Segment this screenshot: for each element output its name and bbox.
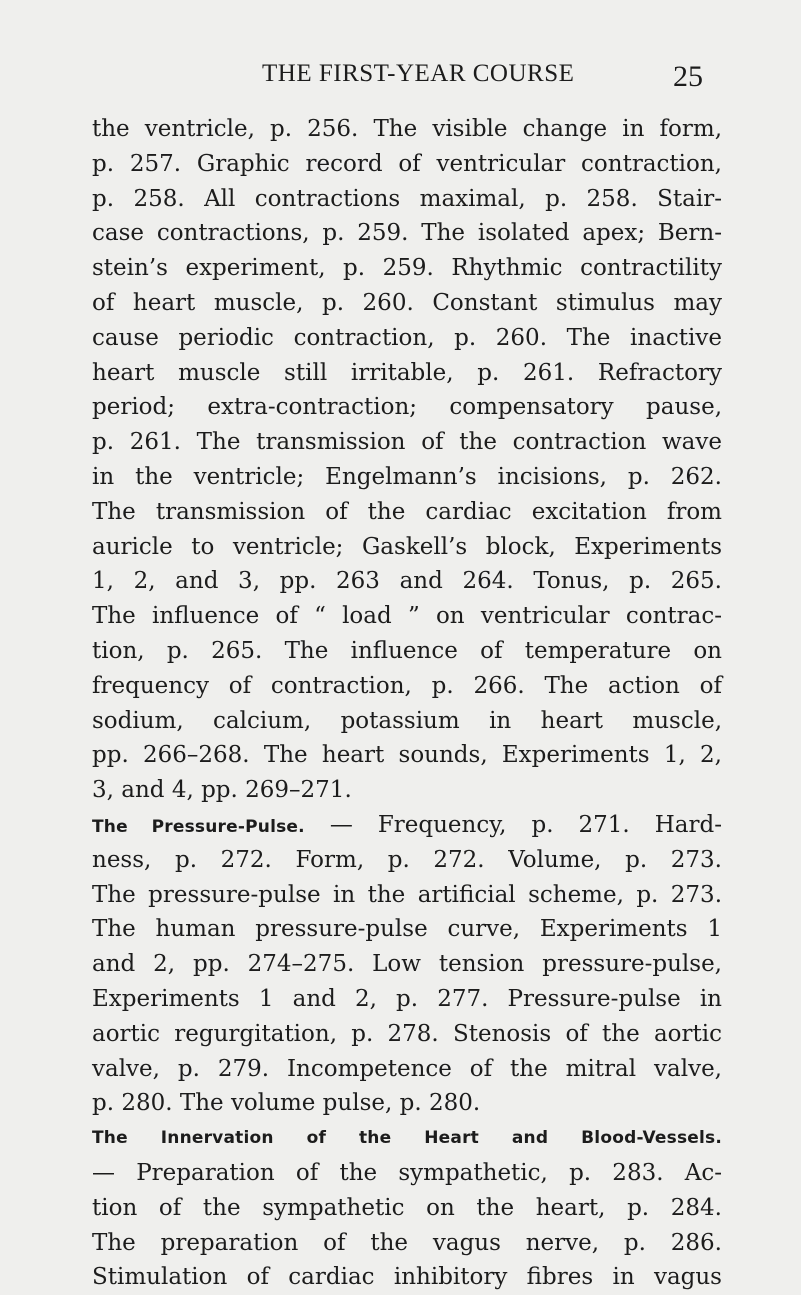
text-line: p. 280. The volume pulse, p. 280. [92, 1090, 481, 1117]
text-line: Experiments 1 and 2, p. 277. Pressure-pulse in [92, 985, 722, 1012]
text-line: p. 261. The transmission of the contraction wave [92, 429, 722, 456]
running-head: THE FIRST-YEAR COURSE [262, 60, 575, 87]
text-line: frequency of contraction, p. 266. The action of [92, 672, 722, 699]
text-line: sodium, calcium, potassium in heart muscle, [92, 707, 722, 734]
text-line: Stimulation of cardiac inhibitory fibres in vagus [92, 1264, 722, 1291]
text-line: case contractions, p. 259. The isolated apex; Bern- [92, 220, 722, 247]
text-line: stein’s experiment, p. 259. Rhythmic contractility [92, 255, 722, 282]
text-line: 3, and 4, pp. 269–271. [92, 777, 352, 804]
page-number: 25 [673, 60, 703, 93]
section-heading-pressure-pulse: The Pressure-Pulse. [92, 816, 305, 837]
pressure-pulse-first-line [92, 808, 722, 843]
text-line: The human pressure-pulse curve, Experiments 1 [92, 916, 722, 943]
text-line: ness, p. 272. Form, p. 272. Volume, p. 273. [92, 846, 722, 873]
text-line: pp. 266–268. The heart sounds, Experiments 1, 2, [92, 742, 722, 769]
text-line: The preparation of the vagus nerve, p. 286. [92, 1229, 722, 1256]
text-line: the ventricle, p. 256. The visible change in form, [92, 116, 722, 142]
text-line: of heart muscle, p. 260. Constant stimulus may [92, 289, 722, 316]
text-line: The pressure-pulse in the artificial scheme, p. 273. [92, 881, 722, 908]
body-text [92, 112, 722, 1295]
text-line: p. 257. Graphic record of ventricular contraction, [92, 150, 722, 177]
text-line: The transmission of the cardiac excitation from [92, 498, 722, 525]
text-line: 1, 2, and 3, pp. 263 and 264. Tonus, p. 265. [92, 568, 722, 595]
text-fragment: — Frequency, p. 271. Hard- [304, 811, 723, 838]
section-heading-innervation: The Innervation of the Heart and Blood-Vessels. [92, 1128, 722, 1149]
text-line: and 2, pp. 274–275. Low tension pressure-pulse, [92, 951, 722, 978]
text-line: p. 258. All contractions maximal, p. 258. Stair- [92, 185, 722, 212]
text-line: heart muscle still irritable, p. 261. Refractory [92, 359, 722, 386]
text-line: in the ventricle; Engelmann’s incisions, p. 262. [92, 463, 722, 490]
text-line: auricle to ventricle; Gaskell’s block, Experiments [92, 533, 722, 560]
text-line: The influence of “ load ” on ventricular contrac- [92, 603, 722, 630]
text-line: tion, p. 265. The influence of temperature on [92, 637, 722, 664]
text-line: cause periodic contraction, p. 260. The inactive [92, 324, 722, 351]
text-line: valve, p. 279. Incompetence of the mitral valve, [92, 1055, 722, 1082]
text-line: aortic regurgitation, p. 278. Stenosis of the aortic [92, 1020, 722, 1047]
text-line: period; extra-contraction; compensatory pause, [92, 394, 722, 421]
text-line: tion of the sympathetic on the heart, p. 284. [92, 1194, 722, 1221]
text-line: — Preparation of the sympathetic, p. 283. Ac- [92, 1159, 722, 1186]
